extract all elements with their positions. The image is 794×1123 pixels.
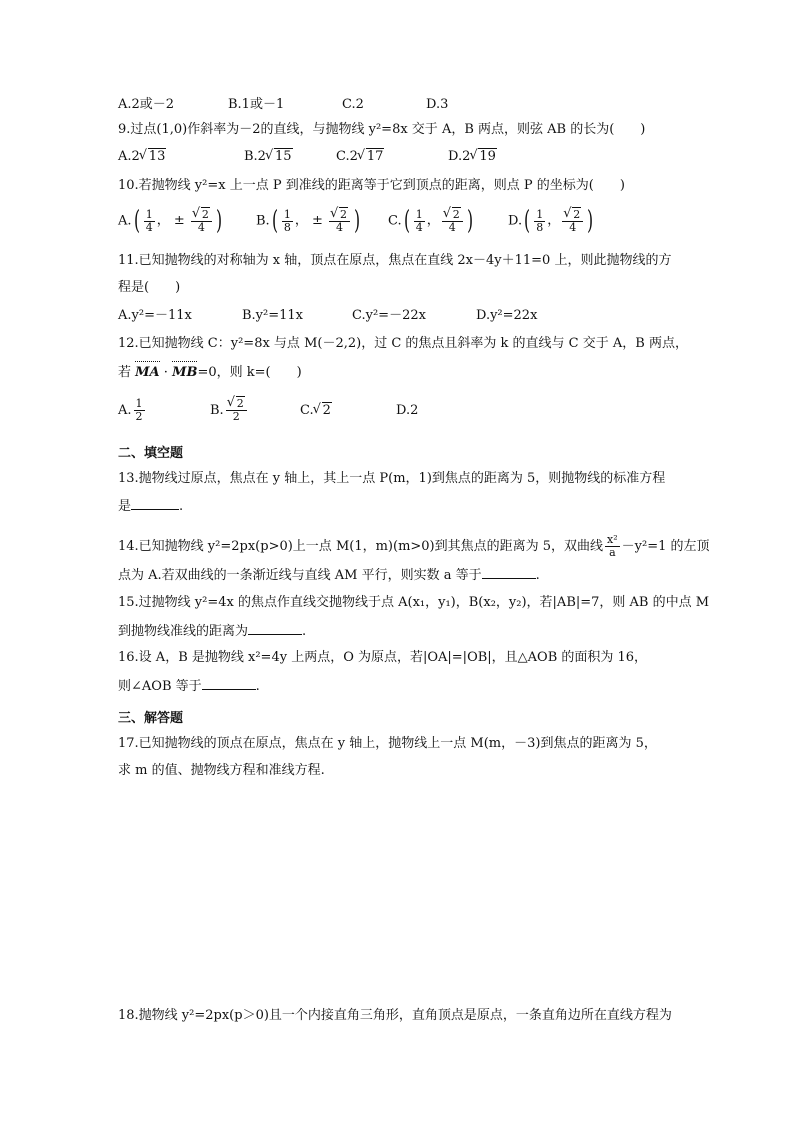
answer-blank xyxy=(248,622,302,635)
q9-options xyxy=(118,148,497,166)
q9-option-a: A.2√ 13 xyxy=(118,148,244,166)
q10-option-c: C. ( $\frac{1}{4}$ ， √ $\frac{2}{4}$ ) xyxy=(388,204,508,239)
q10-option-b: B. ( $\frac{1}{8}$ ， ± √ $\frac{2}{4}$ ) xyxy=(256,204,388,239)
q15-line2: 到抛物线准线的距离为 . xyxy=(118,624,307,639)
q12-stem-line1: 12.已知抛物线 C：y²=8x 与点 M(－2,2)，过 C 的焦点且斜率为 k 的直线与 C 交于 A，B 两点， xyxy=(118,336,688,351)
q16-line1: 16.设 A，B 是抛物线 x²=4y 上两点，O 为原点，若|OA|=|OB|，且△AOB 的面积为 16， xyxy=(118,650,648,665)
answer-blank xyxy=(131,497,179,510)
vector-mb: MB xyxy=(172,365,198,380)
q10-option-d: D. ( $\frac{1}{8}$ ， √ $\frac{2}{4}$ ) xyxy=(508,204,595,239)
q16-line2: 则∠AOB 等于 . xyxy=(118,679,260,694)
q11-option-a: A.y²=－11x xyxy=(118,308,192,323)
q11-option-c: C.y²=－22x xyxy=(352,308,426,323)
q17-line1: 17.已知抛物线的顶点在原点，焦点在 y 轴上，抛物线上一点 M(m，－3)到焦点的距离为 5， xyxy=(118,736,657,751)
q11-options xyxy=(118,307,537,325)
q10-stem: 10.若抛物线 y²=x 上一点 P 到准线的距离等于它到顶点的距离，则点 P 的坐标为( ) xyxy=(118,178,625,193)
q15-line1: 15.过抛物线 y²=4x 的焦点作直线交抛物线于点 A(x₁，y₁)，B(x₂，y₂)，若|AB|=7，则 AB 的中点 M xyxy=(118,595,710,610)
section-fill-in-heading: 二、填空题 xyxy=(118,446,184,461)
q14-line2: 点为 A.若双曲线的一条渐近线与直线 AM 平行，则实数 a 等于 . xyxy=(118,568,540,583)
q8-option-b: B.1或－1 xyxy=(228,97,285,112)
q9-option-c: C.2√ 17 xyxy=(336,148,448,166)
q10-option-a: A. ( $\frac{1}{4}$ ， ± √ $\frac{2}{4}$ ) xyxy=(118,204,256,239)
q17-line2: 求 m 的值、抛物线方程和准线方程. xyxy=(118,763,325,778)
q11-option-b: B.y²=11x xyxy=(242,308,304,323)
q12-options xyxy=(118,394,418,428)
q8-options xyxy=(118,96,448,114)
q12-option-d: D.2 xyxy=(396,403,419,418)
q13-line2: 是 . xyxy=(118,499,184,514)
q13-line1: 13.抛物线过原点，焦点在 y 轴上，其上一点 P(m，1)到焦点的距离为 5，则抛物线的标准方程 xyxy=(118,471,666,486)
q18-line1: 18.抛物线 y²=2px(p＞0)且一个内接直角三角形，直角顶点是原点，一条直角边所在直线方程为 xyxy=(118,1008,672,1023)
q8-option-c: C.2 xyxy=(342,97,364,112)
q8-option-a: A.2或－2 xyxy=(118,97,175,112)
section-answer-heading: 三、解答题 xyxy=(118,711,184,726)
q14-line1: 14.已知抛物线 y²=2px(p>0)上一点 M(1，m)(m>0)到其焦点的距离为 5，双曲线 $\frac{\text{x²}}{a}$ －y²=1 的左顶 xyxy=(118,533,710,559)
q10-options xyxy=(118,204,595,239)
q11-stem-line2: 程是( ) xyxy=(118,280,181,295)
q8-option-d: D.3 xyxy=(426,97,449,112)
q9-option-b: B.2√ 15 xyxy=(244,148,336,166)
answer-blank xyxy=(202,677,256,690)
q12-stem-line2: 若 MA · MB=0，则 k=( ) xyxy=(118,365,302,380)
q12-option-b: B. √ $\frac{2}{2}$ xyxy=(210,394,300,428)
q9-stem: 9.过点(1,0)作斜率为－2的直线，与抛物线 y²=8x 交于 A，B 两点，则弦 AB 的长为( ) xyxy=(118,122,646,137)
q9-option-d: D.2√ 19 xyxy=(448,148,497,166)
q11-stem-line1: 11.已知抛物线的对称轴为 x 轴，顶点在原点，焦点在直线 2x－4y＋11=0 上，则此抛物线的方 xyxy=(118,253,672,268)
answer-blank xyxy=(482,566,536,579)
q11-option-d: D.y²=22x xyxy=(476,308,538,323)
vector-ma: MA xyxy=(135,365,160,380)
q12-option-c: C.√ 2 xyxy=(300,394,396,428)
q12-option-a: A. $\frac{1}{2}$ xyxy=(118,397,143,423)
